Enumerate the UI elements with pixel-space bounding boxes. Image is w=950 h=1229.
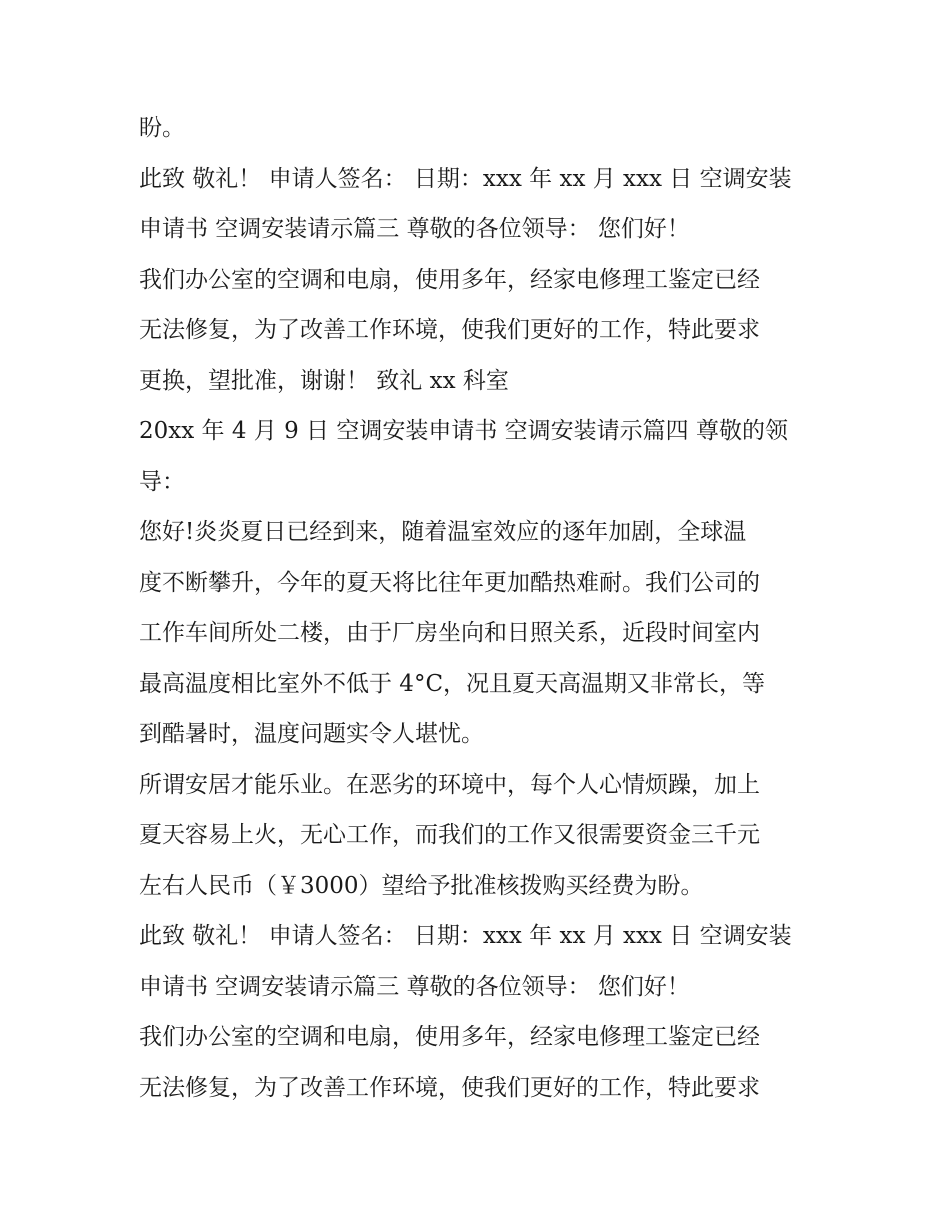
text-line: 到酷暑时，温度问题实令人堪忧。 — [139, 721, 484, 747]
text-line: 申请书 空调安装请示篇三 尊敬的各位领导： 您们好！ — [139, 216, 690, 242]
text-line: 工作车间所处二楼，由于厂房坐向和日照关系，近段时间室内 — [139, 620, 760, 646]
text-line: 最高温度相比室外不低于 4°C，况且夏天高温期又非常长，等 — [139, 670, 766, 697]
text-line: 20xx 年 4 月 9 日 空调安装申请书 空调安装请示篇四 尊敬的领 — [139, 418, 788, 444]
text-line: 导： — [139, 468, 185, 495]
text-line: 无法修复，为了改善工作环境，使我们更好的工作，特此要求 — [139, 1074, 760, 1101]
text-line: 您好!炎炎夏日已经到来，随着温室效应的逐年加剧，全球温 — [139, 519, 747, 545]
text-line: 我们办公室的空调和电扇，使用多年，经家电修理工鉴定已经 — [139, 1024, 760, 1050]
document-body — [139, 103, 819, 1113]
text-line: 盼。 — [139, 115, 185, 141]
text-line: 度不断攀升，今年的夏天将比往年更加酷热难耐。我们公司的 — [139, 569, 760, 596]
text-line: 夏天容易上火，无心工作，而我们的工作又很需要资金三千元 — [139, 822, 760, 848]
text-line: 此致 敬礼！ 申请人签名： 日期：xxx 年 xx 月 xxx 日 空调安装 — [139, 923, 792, 949]
text-line: 此致 敬礼！ 申请人签名： 日期：xxx 年 xx 月 xxx 日 空调安装 — [139, 165, 792, 192]
text-line: 申请书 空调安装请示篇三 尊敬的各位领导： 您们好！ — [139, 973, 690, 1000]
text-line: 所谓安居才能乐业。在恶劣的环境中，每个人心情烦躁，加上 — [139, 771, 760, 798]
text-line: 我们办公室的空调和电扇，使用多年，经家电修理工鉴定已经 — [139, 266, 760, 293]
text-line: 更换，望批准，谢谢！ 致礼 xx 科室 — [139, 367, 509, 394]
text-line: 左右人民币（￥3000）望给予批准核拨购买经费为盼。 — [139, 872, 704, 899]
text-line: 无法修复，为了改善工作环境，使我们更好的工作，特此要求 — [139, 317, 760, 343]
